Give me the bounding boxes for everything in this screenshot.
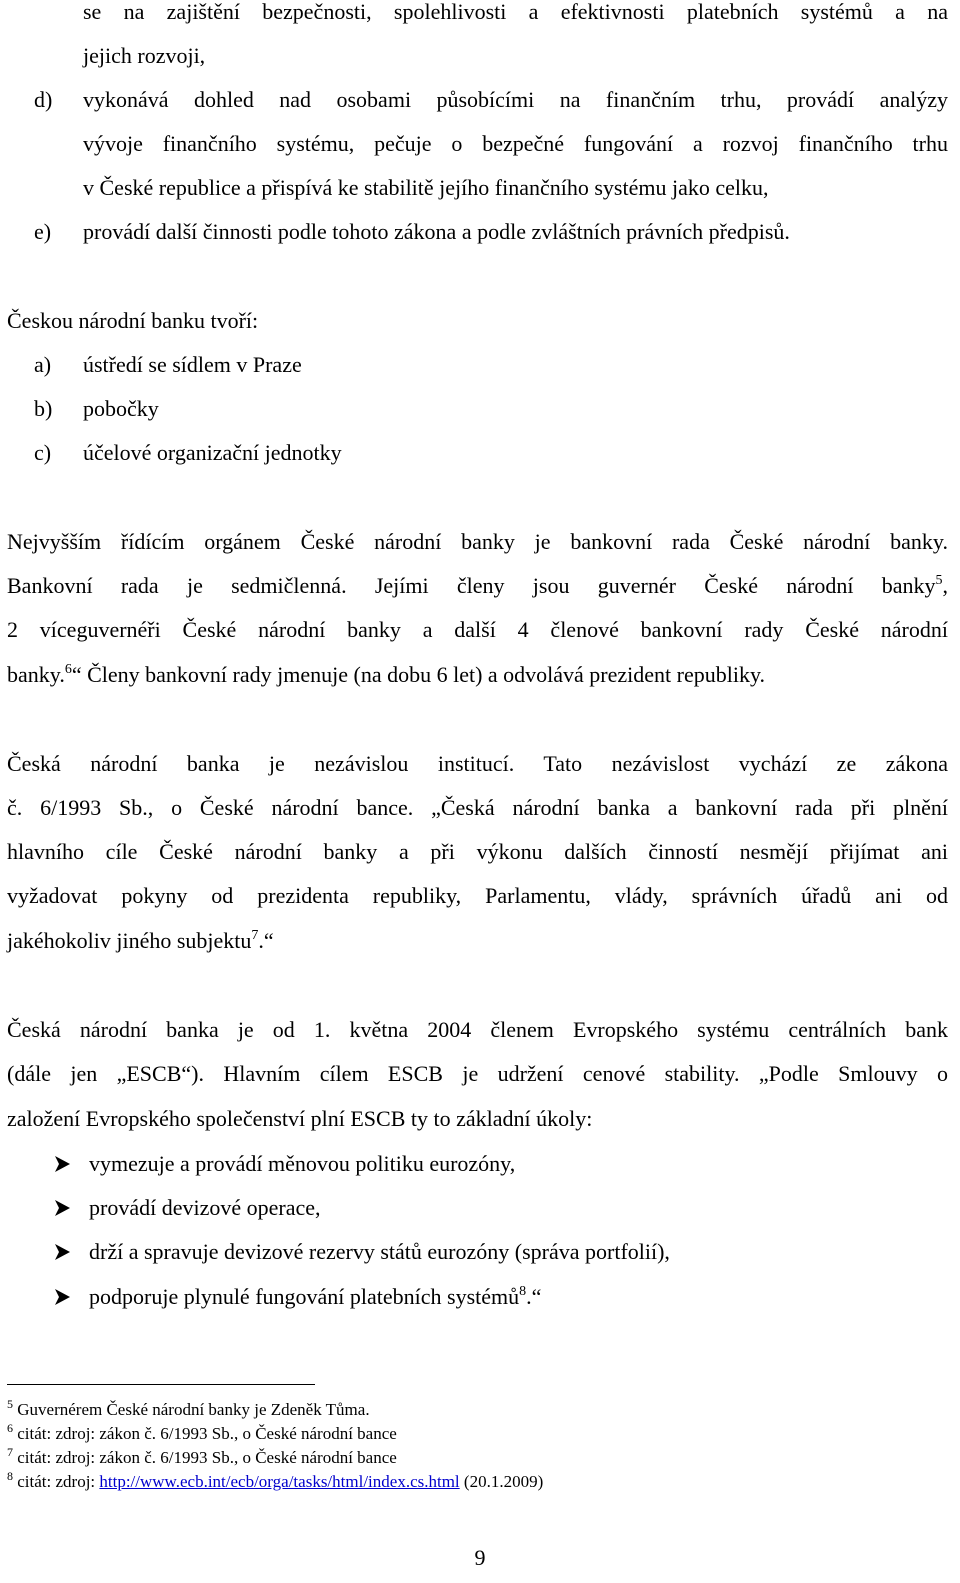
continuation-line-1: se na zajištění bezpečnosti, spolehlivosti a efektivnosti platebních systémů a na — [83, 0, 948, 24]
footnote-5: $^5$ Guvernérem České národní banky je Zdeněk Tůma. — [7, 1397, 370, 1419]
board-paragraph-line-2: Bankovní rada je sedmičlenná. Jejími členy jsou guvernér České národní banky$^5$, — [7, 572, 948, 598]
composition-label-a: a) — [34, 352, 52, 377]
footnote-ref-7: 7 — [251, 927, 259, 943]
list-item-e-line-1: provádí další činnosti podle tohoto zákona a podle zvláštních právních předpisů. — [83, 219, 790, 244]
continuation-line-2: jejich rozvoji, — [83, 43, 206, 68]
independence-paragraph-line-4: vyžadovat pokyny od prezidenta republiky, Parlamentu, vlády, správních úřadů ani od — [7, 883, 948, 908]
bullet-item-1: vymezuje a provádí měnovou politiku eurozóny, — [89, 1151, 516, 1176]
escb-paragraph-line-1: Česká národní banka je od 1. května 2004 členem Evropského systému centrálních bank — [7, 1017, 948, 1042]
footnote-separator — [7, 1384, 315, 1385]
composition-label-c: c) — [34, 440, 52, 465]
page-number: 9 — [474, 1545, 486, 1570]
list-item-d-line-2: vývoje finančního systému, pečuje o bezpečné fungování a rozvoj finančního trhu — [83, 131, 948, 156]
arrow-bullet-icon — [52, 1238, 74, 1266]
footnote-ref-8: 8 — [519, 1283, 527, 1299]
bullet-item-2: provádí devizové operace, — [89, 1195, 321, 1220]
bullet-item-3: drží a spravuje devizové rezervy států eurozóny (správa portfolií), — [89, 1239, 670, 1264]
escb-paragraph-line-2: (dále jen „ESCB“). Hlavním cílem ESCB je udržení cenové stability. „Podle Smlouvy o — [7, 1061, 948, 1086]
arrow-bullet-icon — [52, 1150, 74, 1178]
board-paragraph-line-4: banky.$^6$“ Členy bankovní rady jmenuje (na dobu 6 let) a odvolává prezident republiky. — [7, 661, 766, 687]
footnote-ref-6: 6 — [64, 661, 72, 677]
board-paragraph-line-3: 2 víceguvernéři České národní banky a další 4 členové bankovní rady České národní — [7, 617, 948, 642]
board-paragraph-line-1: Nejvyšším řídícím orgánem České národní banky je bankovní rada České národní banky. — [7, 529, 948, 554]
composition-item-b: pobočky — [83, 396, 159, 421]
footnote-ref-5: 5 — [935, 572, 943, 588]
footnote-8: $^8$ citát: zdroj: http://www.ecb.int/ecb/orga/tasks/html/index.cs.html (20.1.2009) — [7, 1469, 544, 1491]
arrow-bullet-icon — [52, 1283, 74, 1311]
footnote-8-link[interactable]: http://www.ecb.int/ecb/orga/tasks/html/index.cs.html — [99, 1472, 460, 1491]
list-label-d: d) — [34, 87, 53, 112]
list-label-e: e) — [34, 219, 52, 244]
list-item-d-line-1: vykonává dohled nad osobami působícími na finančním trhu, provádí analýzy — [83, 87, 948, 112]
composition-item-a: ústředí se sídlem v Praze — [83, 352, 302, 377]
independence-paragraph-line-2: č. 6/1993 Sb., o České národní bance. „Česká národní banka a bankovní rada při plnění — [7, 795, 948, 820]
composition-label-b: b) — [34, 396, 53, 421]
independence-paragraph-line-5: jakéhokoliv jiného subjektu$^7$.“ — [7, 927, 274, 953]
composition-intro: Českou národní banku tvoří: — [7, 308, 259, 333]
composition-item-c: účelové organizační jednotky — [83, 440, 342, 465]
footnote-6: $^6$ citát: zdroj: zákon č. 6/1993 Sb., o České národní bance — [7, 1421, 397, 1443]
arrow-bullet-icon — [52, 1194, 74, 1222]
list-item-d-line-3: v České republice a přispívá ke stabilitě jejího finančního systému jako celku, — [83, 175, 769, 200]
bullet-item-4: podporuje plynulé fungování platebních systémů$^8$.“ — [89, 1283, 542, 1309]
escb-paragraph-line-3: založení Evropského společenství plní ESCB ty to základní úkoly: — [7, 1106, 593, 1131]
independence-paragraph-line-1: Česká národní banka je nezávislou institucí. Tato nezávislost vychází ze zákona — [7, 751, 948, 776]
independence-paragraph-line-3: hlavního cíle České národní banky a při výkonu dalších činností nesmějí přijímat ani — [7, 839, 948, 864]
footnote-7: $^7$ citát: zdroj: zákon č. 6/1993 Sb., o České národní bance — [7, 1445, 397, 1467]
